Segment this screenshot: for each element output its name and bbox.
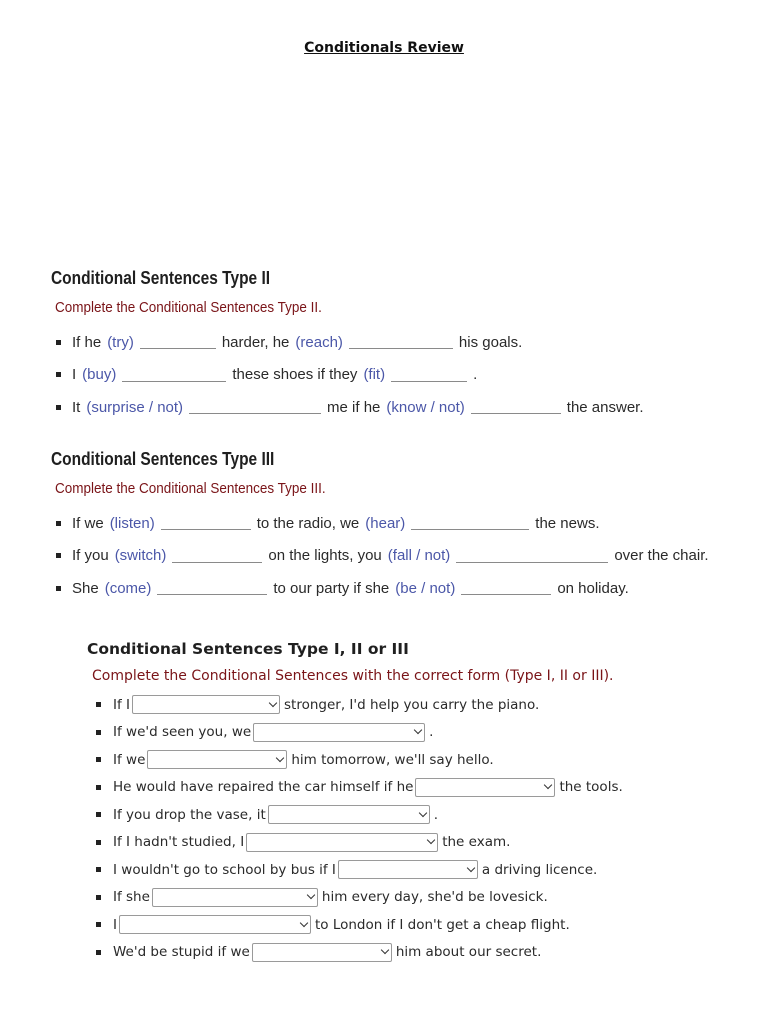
type3-section [51,449,731,605]
chevron-down-icon [300,919,308,927]
list-item [96,746,727,774]
answer-blank[interactable] [122,368,226,382]
sentence-text: If he [72,333,102,351]
bullet-icon [56,521,61,526]
list-item [56,507,731,540]
list-item [96,774,727,802]
answer-blank[interactable] [471,400,561,414]
verb-cue: (come) [104,579,152,597]
answer-dropdown[interactable] [415,778,555,797]
answer-blank[interactable] [391,368,467,382]
verb-cue: (fall / not) [387,547,451,565]
sentence-text: on holiday. [557,579,629,597]
answer-blank[interactable] [461,581,551,595]
sentence-text: If I [113,696,131,713]
sentence-text: the exam. [442,834,511,851]
list-item [96,801,727,829]
bullet-icon [96,922,101,927]
type2-list [56,326,731,424]
bullet-icon [56,405,61,410]
bullet-icon [96,895,101,900]
bullet-icon [56,372,61,377]
answer-dropdown[interactable] [119,915,311,934]
sentence-text: him every day, she'd be lovesick. [321,889,548,906]
verb-cue: (switch) [114,547,167,565]
verb-cue: (reach) [295,333,343,351]
answer-blank[interactable] [161,516,251,530]
mixed-section [87,640,727,966]
type3-instruction: Complete the Conditional Sentences Type III. [55,480,326,497]
verb-cue: (know / not) [386,398,465,416]
answer-blank[interactable] [172,549,262,563]
list-item [96,911,727,939]
sentence-text: over the chair. [614,547,709,565]
bullet-icon [56,340,61,345]
answer-blank[interactable] [140,335,216,349]
sentence-text: him tomorrow, we'll say hello. [291,751,494,768]
answer-blank[interactable] [349,335,453,349]
verb-cue: (listen) [109,514,155,532]
bullet-icon [96,867,101,872]
sentence-text: We'd be stupid if we [113,944,250,961]
sentence-text: to the radio, we [256,514,360,532]
answer-blank[interactable] [189,400,321,414]
answer-dropdown[interactable] [252,943,392,962]
sentence-text: If we [72,514,104,532]
chevron-down-icon [381,946,389,954]
mixed-list [96,691,727,966]
sentence-text: I wouldn't go to school by bus if I [113,861,336,878]
sentence-text: him about our secret. [395,944,542,961]
list-item [96,829,727,857]
answer-blank[interactable] [456,549,608,563]
sentence-text: me if he [327,398,381,416]
sentence-text: . [433,806,439,823]
sentence-text: She [72,579,99,597]
bullet-icon [96,757,101,762]
chevron-down-icon [307,891,315,899]
chevron-down-icon [467,864,475,872]
bullet-icon [56,586,61,591]
list-item [56,572,731,605]
sentence-text: the tools. [559,779,623,796]
verb-cue: (fit) [363,366,386,384]
answer-dropdown[interactable] [152,888,318,907]
sentence-text: I [72,366,77,384]
answer-dropdown[interactable] [246,833,438,852]
sentence-text: his goals. [458,333,523,351]
sentence-text: It [72,398,81,416]
sentence-text: He would have repaired the car himself if he [113,779,414,796]
answer-blank[interactable] [157,581,267,595]
list-item [56,326,731,359]
answer-dropdown[interactable] [147,750,287,769]
sentence-text: these shoes if they [232,366,358,384]
verb-cue: (surprise / not) [86,398,184,416]
answer-blank[interactable] [411,516,529,530]
sentence-text: to our party if she [273,579,390,597]
verb-cue: (hear) [365,514,406,532]
sentence-text: If we [113,751,146,768]
answer-dropdown[interactable] [253,723,425,742]
list-item [56,359,731,392]
bullet-icon [96,702,101,707]
chevron-down-icon [427,836,435,844]
sentence-text: the answer. [566,398,644,416]
mixed-heading: Conditional Sentences Type I, II or III [87,640,409,658]
list-item [96,719,727,747]
sentence-text: If we'd seen you, we [113,724,252,741]
list-item [56,540,731,573]
list-item [96,939,727,967]
sentence-text: to London if I don't get a cheap flight. [314,916,570,933]
chevron-down-icon [419,809,427,817]
bullet-icon [96,812,101,817]
answer-dropdown[interactable] [268,805,430,824]
sentence-text: stronger, I'd help you carry the piano. [284,696,540,713]
bullet-icon [96,785,101,790]
type3-heading: Conditional Sentences Type III [51,449,275,469]
type2-heading: Conditional Sentences Type II [51,268,271,288]
sentence-text: . [429,724,434,741]
verb-cue: (try) [107,333,134,351]
list-item [96,691,727,719]
sentence-text: a driving licence. [481,861,598,878]
verb-cue: (be / not) [395,579,456,597]
sentence-text: If you drop the vase, it [113,806,266,823]
type2-instruction: Complete the Conditional Sentences Type II. [55,299,322,316]
bullet-icon [96,730,101,735]
list-item [96,884,727,912]
sentence-text: harder, he [221,333,290,351]
type3-list [56,507,731,605]
sentence-text: If she [113,889,150,906]
type2-section [51,268,731,424]
chevron-down-icon [276,754,284,762]
chevron-down-icon [269,699,277,707]
list-item [96,856,727,884]
page-title: Conditionals Review [304,40,464,56]
mixed-instruction: Complete the Conditional Sentences with the correct form (Type I, II or III). [92,668,614,684]
list-item [56,391,731,424]
answer-dropdown[interactable] [132,695,280,714]
bullet-icon [56,553,61,558]
sentence-text: . [473,366,478,384]
sentence-text: If you [72,547,109,565]
bullet-icon [96,950,101,955]
sentence-text: the news. [535,514,600,532]
answer-dropdown[interactable] [338,860,478,879]
chevron-down-icon [414,726,422,734]
sentence-text: If I hadn't studied, I [113,834,245,851]
chevron-down-icon [544,781,552,789]
sentence-text: on the lights, you [268,547,382,565]
bullet-icon [96,840,101,845]
verb-cue: (buy) [82,366,117,384]
sentence-text: I [113,916,117,933]
